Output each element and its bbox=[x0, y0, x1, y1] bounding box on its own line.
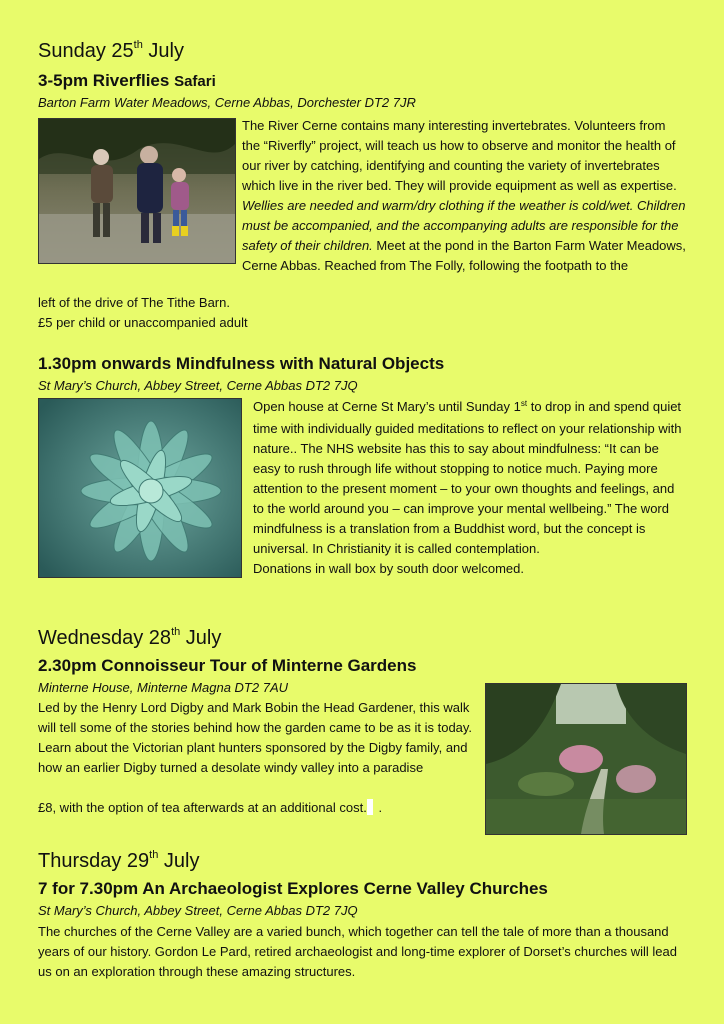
event-location-archaeologist: St Mary’s Church, Abbey Street, Cerne Abbas DT2 7JQ bbox=[38, 903, 358, 918]
event-description-archaeologist: The churches of the Cerne Valley are a varied bunch, which together can tell the tale of more than a thousand years of our history. Gordon Le Pard, retired archaeologist and long-time explorer of Dorset’s churches will lead us on an exploration through these amazing structures. bbox=[38, 924, 677, 979]
event-title-mindfulness: 1.30pm onwards Mindfulness with Natural Objects bbox=[38, 354, 445, 373]
riverflies-photo bbox=[38, 118, 236, 264]
day-heading-wednesday: Wednesday 28th July bbox=[38, 626, 222, 649]
event-description-riverflies-end: left of the drive of The Tithe Barn. bbox=[38, 295, 230, 310]
event-location-minterne: Minterne House, Minterne Magna DT2 7AU bbox=[38, 680, 289, 695]
event-title-archaeologist: 7 for 7.30pm An Archaeologist Explores Cerne Valley Churches bbox=[38, 879, 548, 898]
event-location-mindfulness: St Mary’s Church, Abbey Street, Cerne Abbas DT2 7JQ bbox=[38, 378, 358, 393]
event-description-riverflies: The River Cerne contains many interesting invertebrates. Volunteers from the “Riverfly” project, will teach us how to observe and monitor the health of our river by catching, identifying and counting the variety of invertebrates which live in the river bed. They will provide equipment as well as expertise. Wellies are needed and warm/dry clothing if the weather is cold/wet. Children must be accompanied, and the accompanying adults are responsible for the safety of their children. Meet at the pond in the Barton Farm Water Meadows, Cerne Abbas. Reached from The Folly, following the footpath to the bbox=[242, 118, 686, 273]
day-heading-sunday: Sunday 25th July bbox=[38, 39, 184, 62]
event-location-riverflies: Barton Farm Water Meadows, Cerne Abbas, Dorchester DT2 7JR bbox=[38, 95, 416, 110]
text-cursor-icon bbox=[367, 799, 373, 815]
event-title-riverflies: 3-5pm Riverflies Safari bbox=[38, 71, 216, 90]
day-heading-thursday: Thursday 29th July bbox=[38, 849, 200, 872]
event-title-minterne: 2.30pm Connoisseur Tour of Minterne Gardens bbox=[38, 656, 417, 675]
event-description-mindfulness: Open house at Cerne St Mary’s until Sunday 1st to drop in and spend quiet time with individually guided meditations to reflect on your relationship with nature.. The NHS website has this to say about mindfulness: “It can be easy to rush through life without stopping to notice much. Paying more attention to the present moment – to your own thoughts and feelings, and to the world around you – can improve your mental wellbeing.” The word mindfulness is a translation from a Buddhist word, but the concept is universal. In Christianity it is called contemplation. Donations in wall box by south door welcomed. bbox=[253, 399, 682, 576]
event-price-riverflies: £5 per child or unaccompanied adult bbox=[38, 315, 248, 330]
event-description-minterne: Led by the Henry Lord Digby and Mark Bobin the Head Gardener, this walk will tell some of the stories behind how the garden came to be as it is today. Learn about the Victorian plant hunters sponsored by the Digby family, and how an earlier Digby turned a desolate windy valley into a paradise bbox=[38, 700, 473, 775]
succulent-photo bbox=[38, 398, 242, 578]
garden-photo bbox=[485, 683, 687, 835]
event-price-minterne: £8, with the option of tea afterwards at an additional cost. . bbox=[38, 800, 383, 815]
